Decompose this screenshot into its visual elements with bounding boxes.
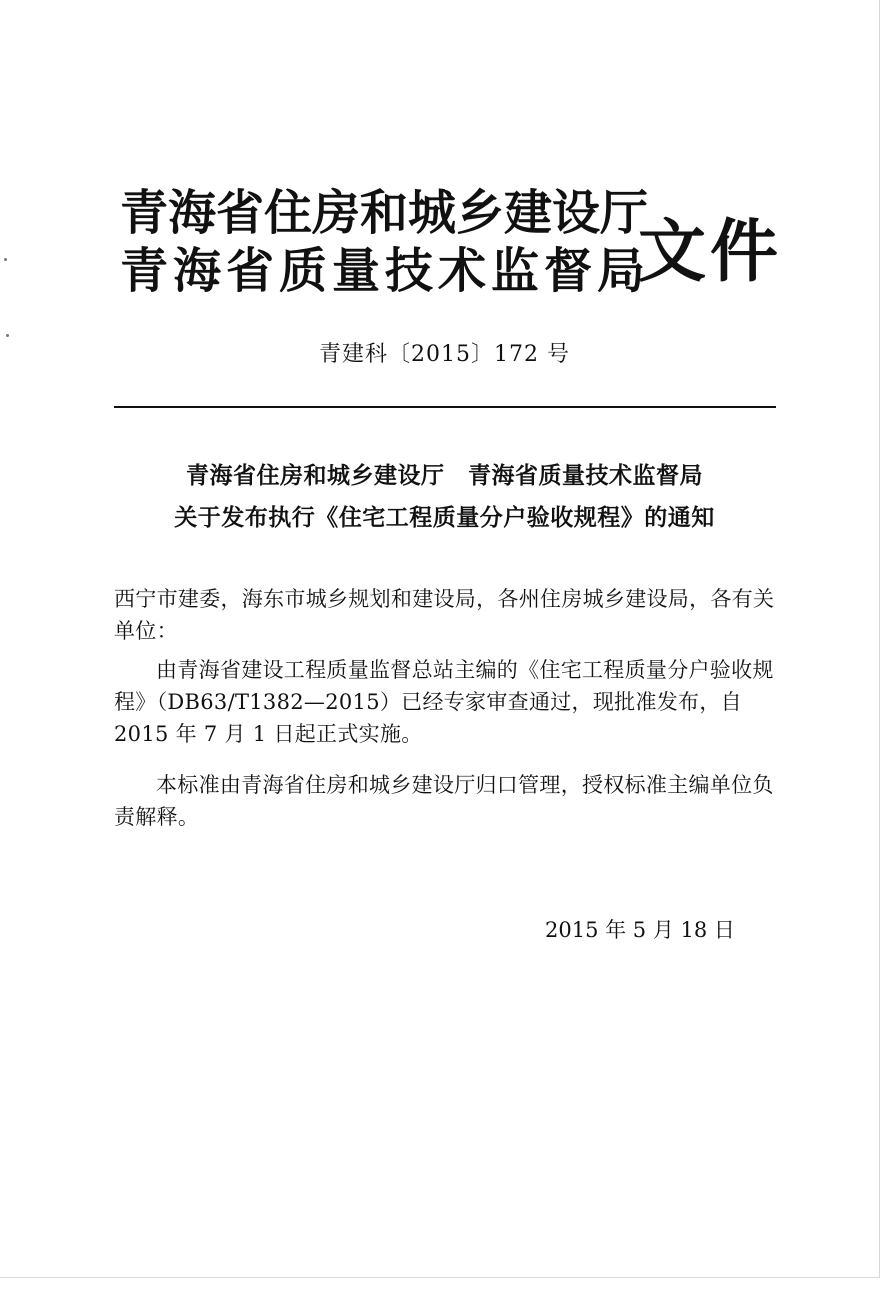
- body-paragraph-2: 本标准由青海省住房和城乡建设厅归口管理，授权标准主编单位负责解释。: [114, 773, 774, 829]
- document-header: [120, 185, 783, 305]
- notice-title-line-1: 青海省住房和城乡建设厅 青海省质量技术监督局: [186, 463, 703, 489]
- issuer-name-1: 青海省住房和城乡建设厅: [120, 185, 649, 241]
- header-divider: [114, 406, 776, 408]
- signature-date: 2015 年 5 月 18 日: [545, 918, 735, 942]
- body-paragraph-1: 由青海省建设工程质量监督总站主编的《住宅工程质量分户验收规程》（DB63/T1382—2015）已经专家审查通过，现批准发布，自 2015 年 7 月 1 日起正式实施。: [114, 658, 774, 746]
- notice-title-line-2: 关于发布执行《住宅工程质量分户验收规程》的通知: [174, 505, 715, 531]
- document-number: 青建科〔2015〕172 号: [319, 342, 570, 367]
- addressee: 西宁市建委，海东市城乡规划和建设局，各州住房城乡建设局，各有关单位：: [114, 587, 775, 643]
- scan-mark: [4, 258, 7, 261]
- document-type-label: 文件: [638, 213, 783, 292]
- issuer-name-2: 青海省质量技术监督局: [120, 243, 651, 299]
- scan-mark: [6, 334, 9, 337]
